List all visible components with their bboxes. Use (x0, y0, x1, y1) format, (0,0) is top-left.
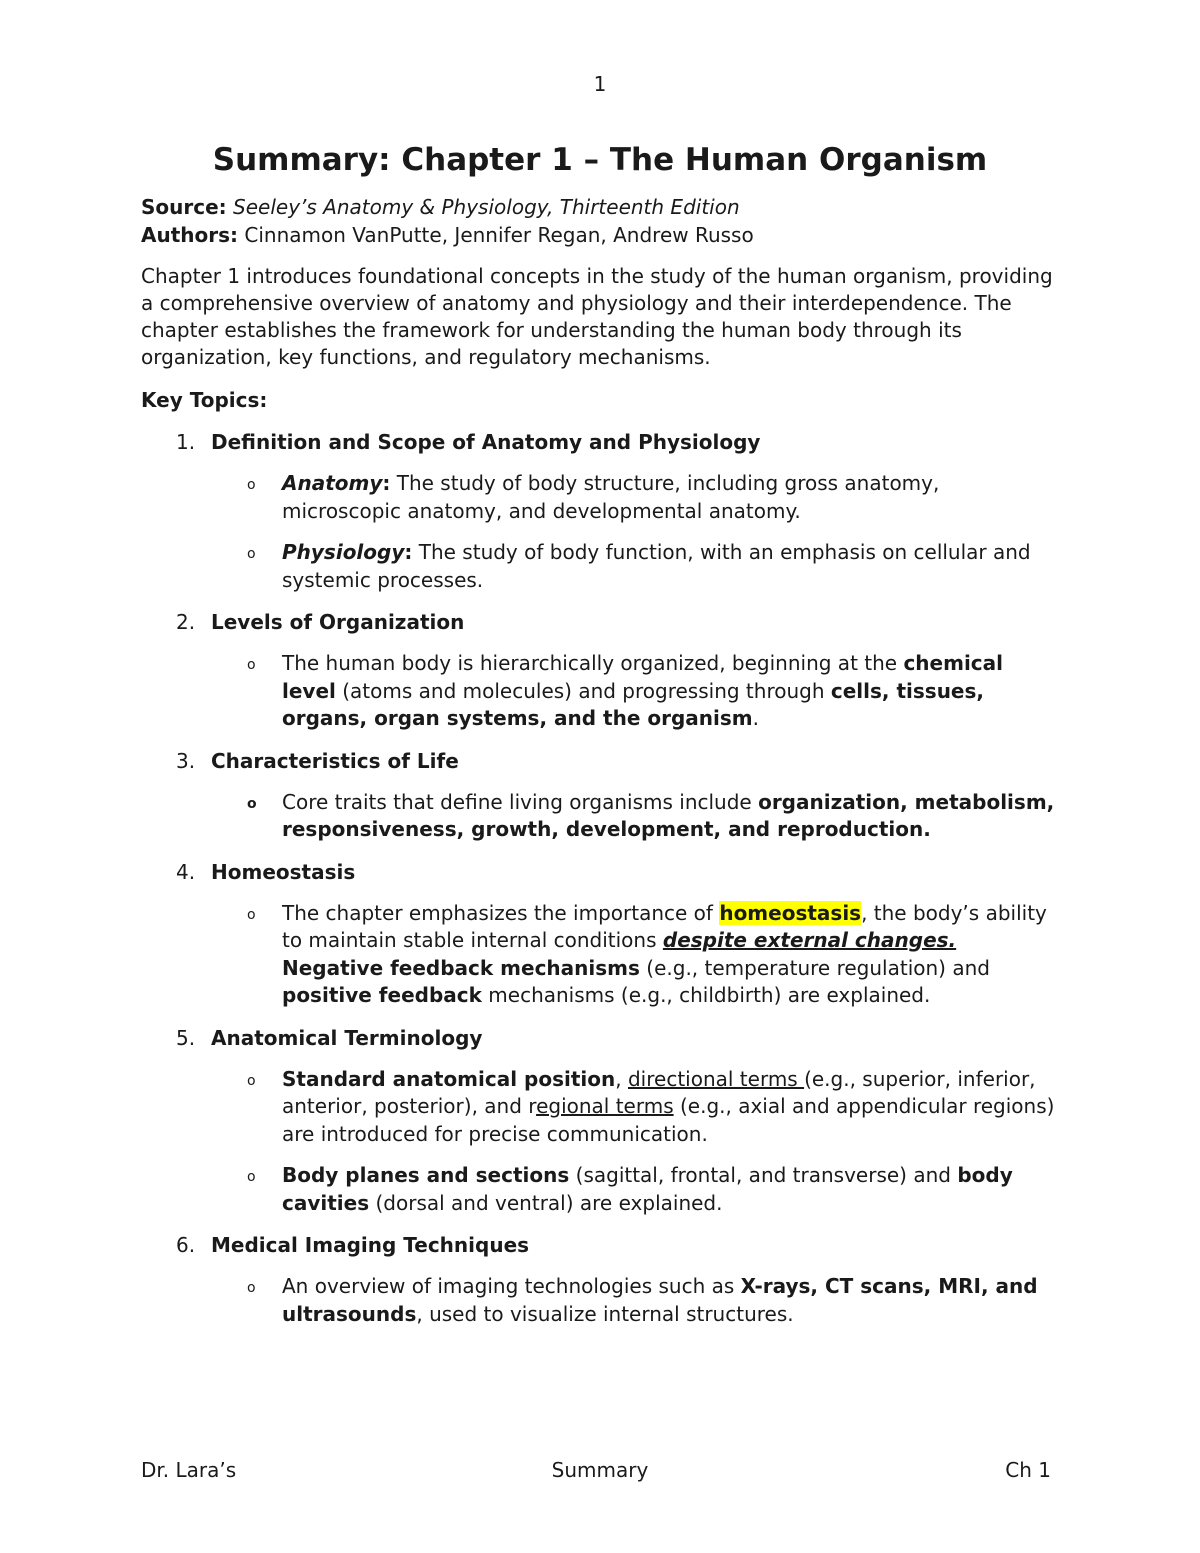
topic-title: Levels of Organization (211, 610, 465, 634)
bullet-bold: Body planes and sections (282, 1163, 570, 1187)
bullet-bold: Negative feedback mechanisms (282, 955, 640, 980)
topic-item (141, 1024, 1056, 1218)
bullet-bold: Standard anatomical position (282, 1066, 616, 1091)
bullet-item (141, 1162, 1056, 1217)
bullet-text: (e.g., axial and appendicular regions) are introduced for precise communication. (282, 1094, 1055, 1146)
bullet-icon: o (247, 477, 256, 493)
bullet-text: , used to visualize internal structures. (416, 1301, 794, 1326)
footer-left: Dr. Lara’s (141, 1458, 237, 1482)
bullet-icon: o (247, 1072, 256, 1089)
bullet-text: The chapter emphasizes the importance of (282, 900, 720, 925)
bullet-icon: o (247, 1280, 256, 1296)
bullet-text: An overview of imaging technologies such as (282, 1274, 741, 1298)
topic-number: 5. (176, 1025, 196, 1050)
bullet-item (141, 1066, 1056, 1149)
topic-heading (141, 747, 1056, 775)
bullet-bold: body cavities (282, 1163, 1013, 1215)
bullet-text: The study of body function, with an emphasis on cellular and systemic processes. (282, 540, 1031, 592)
topic-number: 4. (176, 859, 196, 884)
bullet-bold: organization, metabolism, responsiveness, growth, development, and reproduction. (282, 789, 1055, 841)
bullet-term: Physiology (282, 540, 405, 564)
highlighted-term: homeostasis (719, 900, 862, 925)
topic-title: Homeostasis (211, 859, 356, 884)
bullet-bold: positive feedback (282, 983, 482, 1007)
underlined-term: directional terms (627, 1066, 805, 1091)
topic-item (141, 1231, 1056, 1328)
topic-item (141, 858, 1056, 1010)
bullet-term: Anatomy (282, 471, 383, 495)
bullet-text: (e.g., superior, inferior, anterior, posterior), and r (282, 1066, 1036, 1118)
bullet-icon: o (247, 795, 257, 812)
bullet-text: mechanisms (e.g., childbirth) are explained. (481, 983, 931, 1007)
topic-title: Anatomical Terminology (211, 1025, 483, 1050)
topic-number: 2. (176, 610, 196, 634)
bullet-item (141, 650, 1056, 733)
topic-title: Characteristics of Life (211, 748, 459, 773)
topic-number: 1. (176, 430, 196, 454)
bullet-item (141, 789, 1056, 844)
topic-title: Medical Imaging Techniques (211, 1233, 530, 1257)
footer-center: Summary (551, 1458, 649, 1482)
underlined-term: egional terms (536, 1094, 674, 1118)
bullet-bold: cells, tissues, organs, organ systems, and the organism (282, 678, 984, 730)
topic-heading (141, 1024, 1056, 1052)
page-number: 1 (593, 72, 607, 96)
topic-item (141, 608, 1056, 733)
topic-title: Definition and Scope of Anatomy and Physiology (211, 430, 761, 454)
document-body (141, 140, 1056, 1328)
emphasis-text: despite external changes. (662, 928, 957, 952)
footer-right: Ch 1 (1005, 1458, 1051, 1482)
topic-number: 6. (176, 1233, 196, 1257)
bullet-bold: chemical level (282, 651, 1004, 703)
bullet-text: , (615, 1066, 628, 1091)
source-line (141, 193, 1056, 221)
topic-heading (141, 1231, 1056, 1259)
bullet-text: . (752, 706, 759, 730)
topic-number: 3. (176, 748, 196, 773)
topic-heading (141, 428, 1056, 456)
bullet-text: (sagittal, frontal, and transverse) and (569, 1163, 958, 1187)
topic-item (141, 428, 1056, 594)
source-value: Seeley’s Anatomy & Physiology, Thirteenth Edition (233, 195, 740, 219)
bullet-bold: X-rays, CT scans, MRI, and ultrasounds (282, 1274, 1038, 1326)
authors-label: Authors: (141, 223, 239, 247)
bullet-text: The human body is hierarchically organized, beginning at the (282, 651, 904, 675)
bullet-item (141, 900, 1056, 1010)
bullet-text: The study of body structure, including gross anatomy, microscopic anatomy, and developmental anatomy. (282, 471, 940, 523)
topic-heading (141, 858, 1056, 886)
bullet-icon: o (247, 1169, 256, 1185)
bullet-text: , the body’s ability to maintain stable internal conditions (282, 900, 1047, 952)
bullet-text: (atoms and molecules) and progressing through (335, 678, 831, 703)
bullet-icon: o (247, 657, 256, 673)
topic-heading (141, 608, 1056, 636)
bullet-text: (e.g., temperature regulation) and (639, 955, 990, 980)
intro-paragraph: Chapter 1 introduces foundational concepts in the study of the human organism, providing a comprehensive overview of anatomy and physiology and their interdependence. The chapter establishes the framework for understanding the human body through its organization, key functions, and regulatory mechanisms. (141, 264, 1053, 369)
topic-item (141, 747, 1056, 844)
source-label: Source: (141, 195, 227, 219)
bullet-text: (dorsal and ventral) are explained. (369, 1190, 723, 1215)
bullet-item (141, 1273, 1056, 1328)
bullet-icon: o (247, 546, 256, 562)
authors-line (141, 221, 1056, 249)
page-footer (141, 1456, 1051, 1484)
bullet-text: Core traits that define living organisms include (282, 789, 759, 814)
bullet-item (141, 470, 1056, 525)
bullet-colon: : (404, 540, 413, 564)
bullet-colon: : (382, 471, 391, 495)
key-topics-heading: Key Topics: (141, 388, 268, 412)
bullet-item (141, 539, 1056, 594)
authors-value: Cinnamon VanPutte, Jennifer Regan, Andrew Russo (244, 223, 754, 247)
page-title: Summary: Chapter 1 – The Human Organism (212, 142, 988, 178)
bullet-icon: o (247, 906, 256, 923)
